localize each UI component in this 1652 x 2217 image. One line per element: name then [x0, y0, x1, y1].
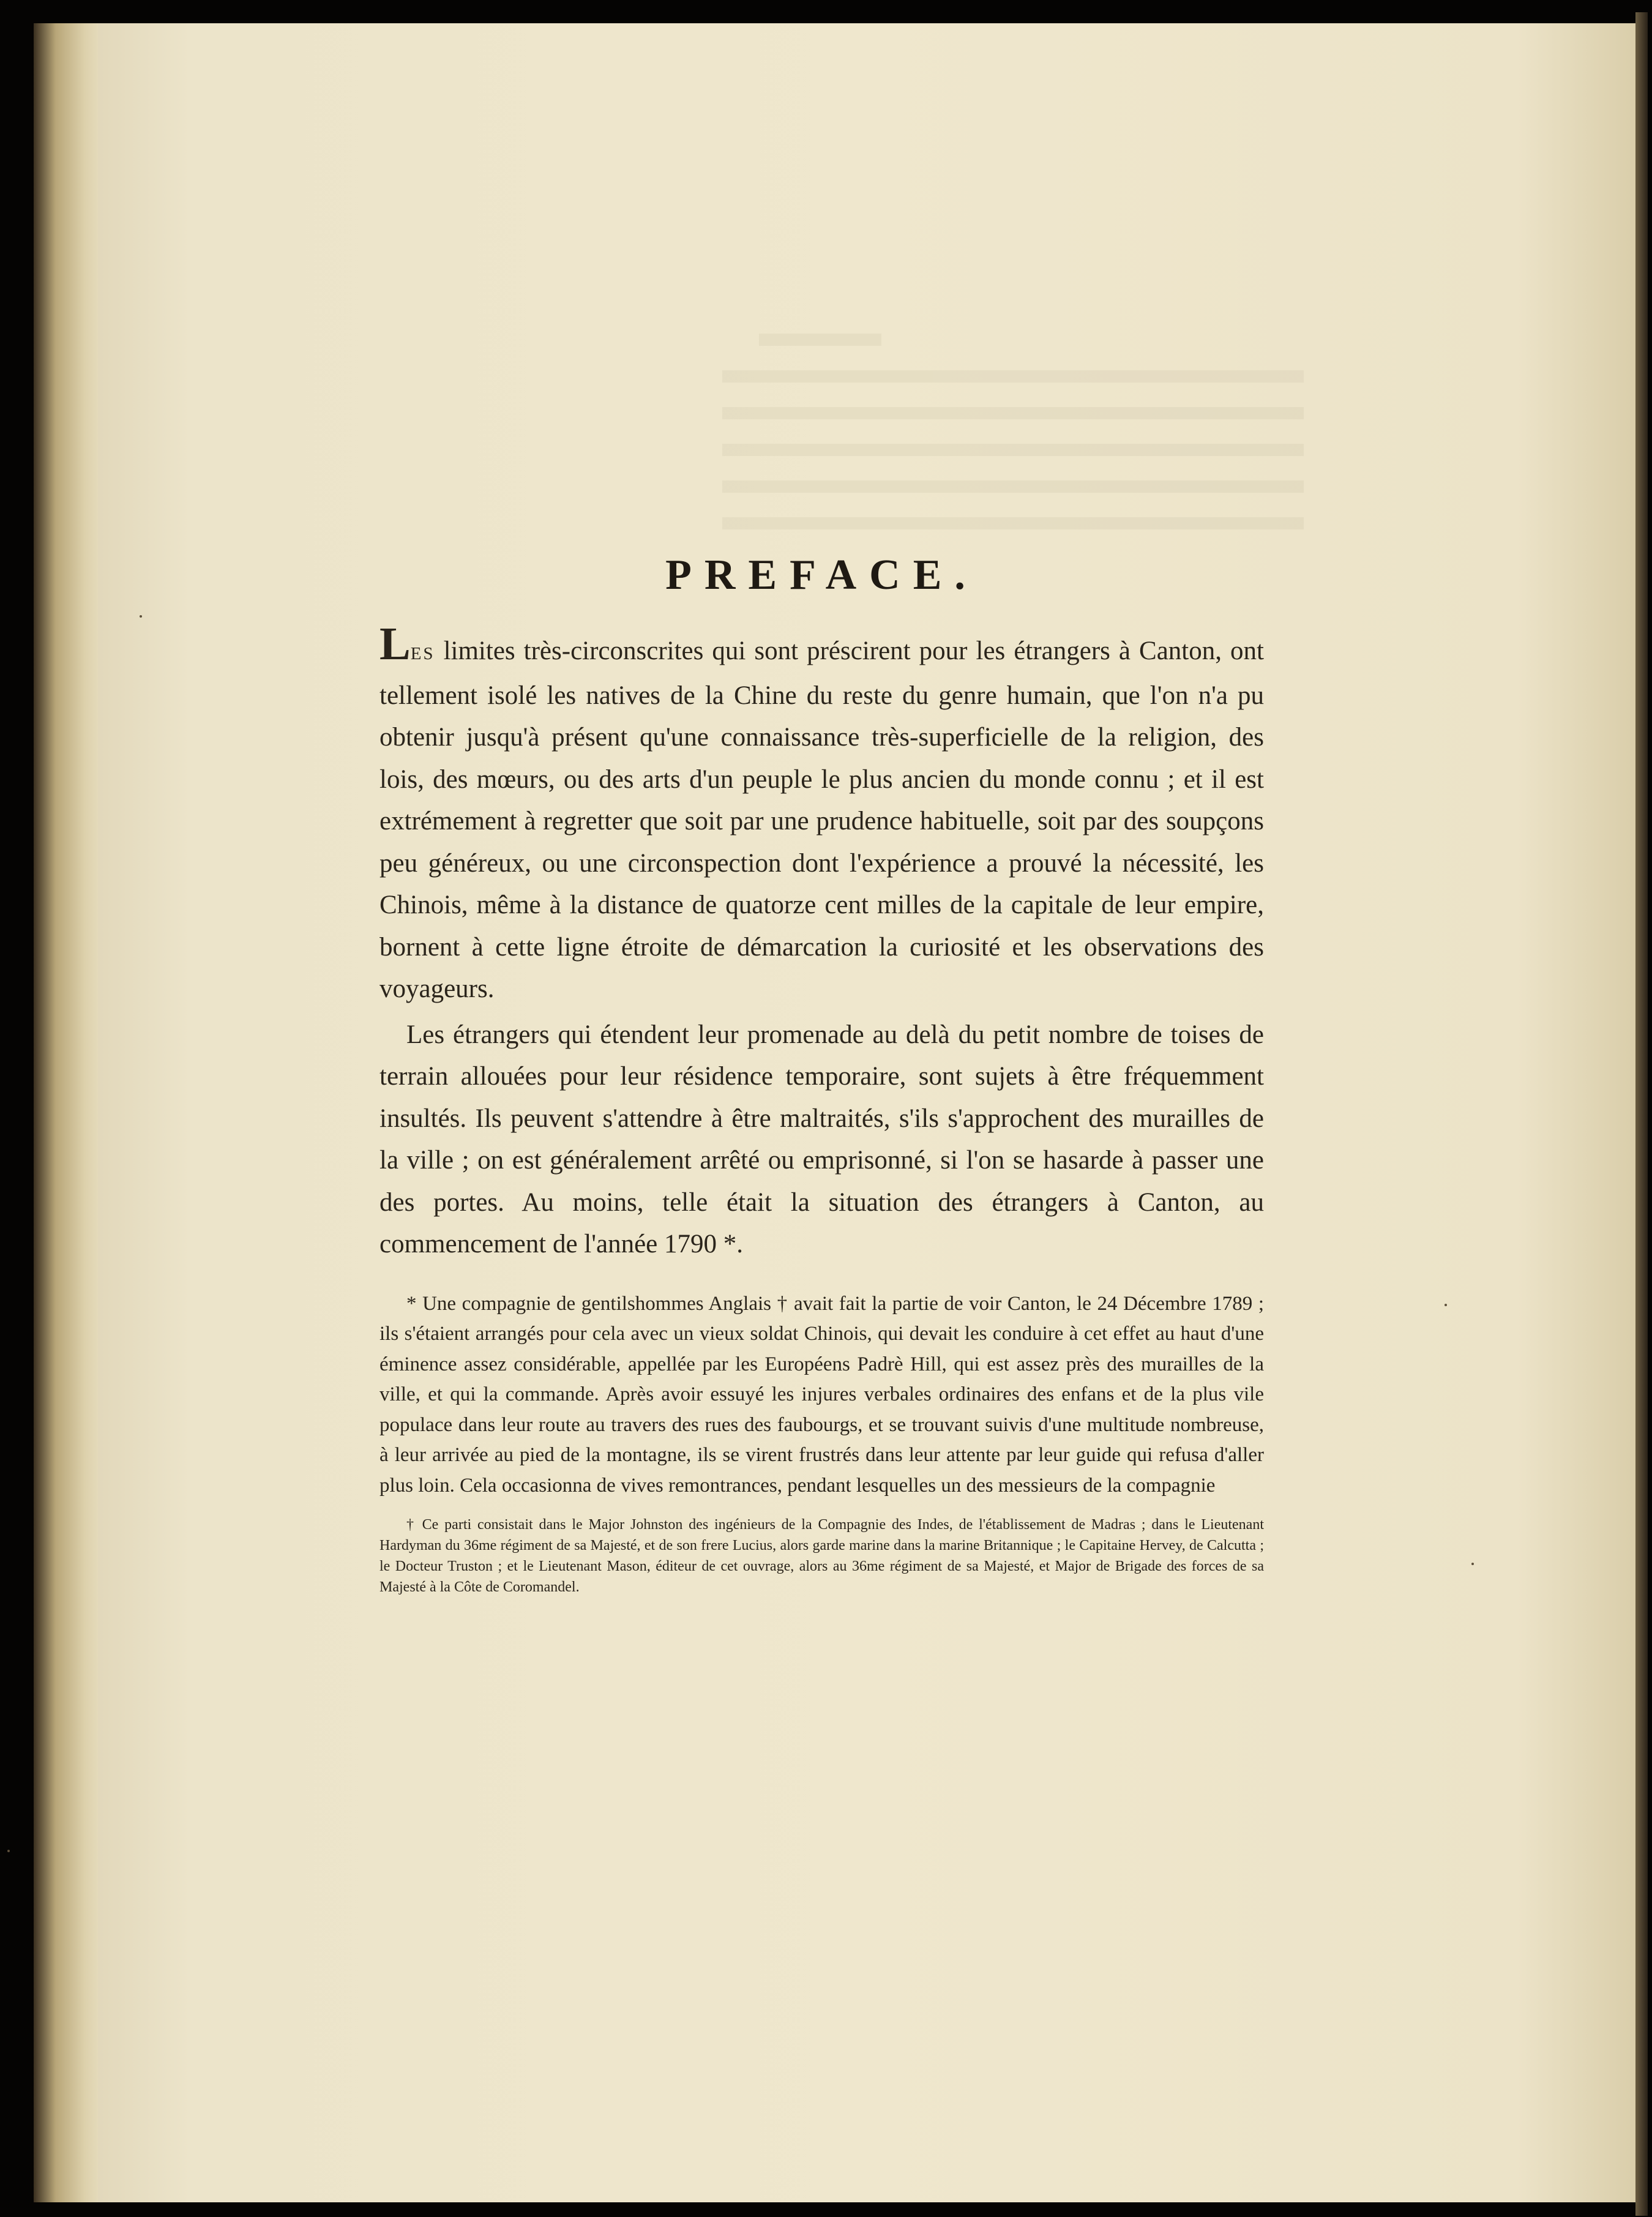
- book-spine-shadow: [34, 23, 107, 2202]
- footnote-asterisk: * Une compagnie de gentilshommes Anglais † avait fait la partie de voir Canton, le 24 Décembre 1789 ; ils s'étaient arrangés pour cela avec un vieux soldat Chinois, qui devait les conduire à cet effet au haut d'une éminence assez considérable, appellée par les Européens Padrè Hill, qui est assez près des murailles de la ville, et qui la commande. Après avoir essuyé les injures verbales ordinaires des enfans et de la plus vile populace dans leur route au travers des rues des faubourgs, et se trouvant suivis d'une multitude nombreuse, à leur arrivée au pied de la montagne, ils se virent frustrés dans leur attente par leur guide qui refusa d'aller plus loin. Cela occasionna de vives remontrances, pendant lesquelles un des messieurs de la compagnie: [379, 1292, 1264, 1497]
- page-edge: [1635, 12, 1648, 2216]
- footnote-dagger: † Ce parti consistait dans le Major Johnston des ingénieurs de la Compagnie des Indes, de l'établissement de Madras ; dans le Lieutenant Hardyman du 36me régiment de sa Majesté, et de son frere Lucius, alors garde marine dans la marine Britannique ; le Capitaine Hervey, de Calcutta ; le Docteur Truston ; et le Lieutenant Mason, éditeur de cet ouvrage, alors au 36me régiment de sa Majesté, et Major de Brigade des forces de sa Majesté à la Côte de Coromandel.: [379, 1517, 1264, 1595]
- paragraph-1: [379, 618, 1264, 1011]
- paragraph-2: Les étrangers qui étendent leur promenade au delà du petit nombre de toises de terrain allouées pour leur résidence temporaire, sont sujets à être fréquemment insultés. Ils peuvent s'attendre à être maltraités, s'ils s'approchent des murailles de la ville ; on est généralement arrêté ou emprisonné, si l'on se hasarde à passer une des portes. Au moins, telle était la situation des étrangers à Canton, au commencement de l'année 1790 *.: [379, 1020, 1264, 1258]
- page-title: PREFACE.: [665, 551, 978, 599]
- drop-cap: L: [379, 618, 411, 670]
- footnote-spacer: [379, 1266, 1264, 1289]
- paragraph-1-text: limites très-circonscrites qui sont préscirent pour les étrangers à Canton, ont tellement isolé les natives de la Chine du reste du genre humain, que l'on n'a pu obtenir jusqu'à présent qu'une connaissance très-superficielle de la religion, des lois, des mœurs, ou des arts d'un peuple le plus ancien du monde connu ; et il est extrémement à regretter que soit par une prudence habituelle, soit par des soupçons peu généreux, ou une circonspection dont l'expérience a prouvé la nécessité, les Chinois, même à la distance de quatorze cent milles de la capitale de leur empire, bornent à cette ligne étroite de démarcation la curiosité et les observations des voyageurs.: [379, 637, 1264, 1003]
- show-through-text: [722, 334, 1304, 566]
- text-block: [379, 551, 1264, 1598]
- opening-small-caps: ES: [410, 644, 435, 664]
